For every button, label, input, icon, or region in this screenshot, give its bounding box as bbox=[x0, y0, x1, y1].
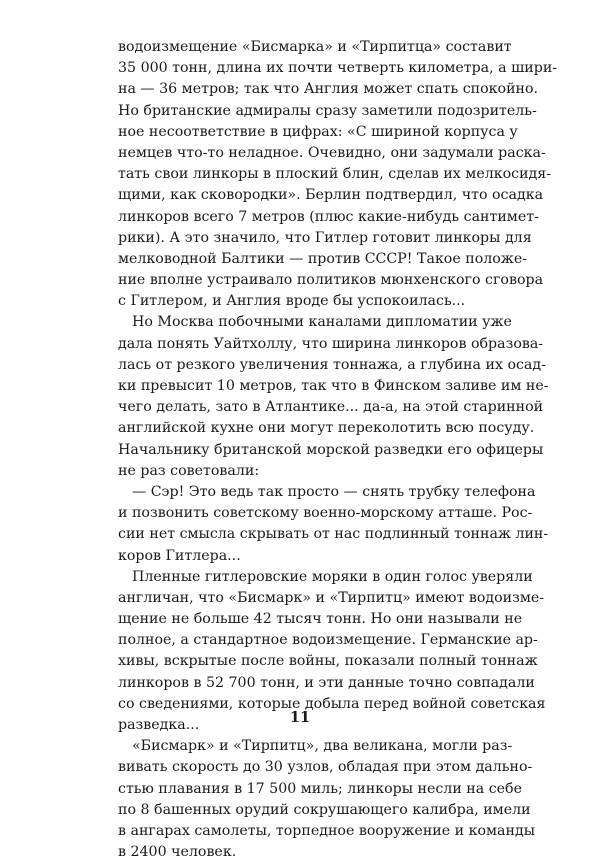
text-line: чего делать, зато в Атлантике... да-а, на этой старинной bbox=[118, 399, 544, 416]
page-number: 11 bbox=[289, 709, 311, 726]
text-line: хивы, вскрытые после войны, показали полный тоннаж bbox=[118, 653, 538, 670]
text-line: ки превысит 10 метров, так что в Финском заливе им не- bbox=[118, 378, 549, 394]
paragraph-3 bbox=[118, 482, 549, 567]
text-line: Но британские адмиралы сразу заметили подозритель- bbox=[118, 102, 537, 119]
paragraph-1 bbox=[118, 37, 558, 312]
text-line: ние вполне устраивало политиков мюнхенского сговора bbox=[118, 272, 544, 289]
text-line: водоизмещение «Бисмарка» и «Тирпитца» составит bbox=[118, 39, 512, 55]
text-line: с Гитлером, и Англия вроде бы успокоилась... bbox=[118, 293, 466, 310]
text-line: на — 36 метров; так что Англия может спать спокойно. bbox=[118, 81, 539, 98]
text-line: коров Гитлера... bbox=[118, 547, 241, 564]
body-text bbox=[118, 37, 558, 863]
text-line: мелководной Балтики — против СССР! Такое положе- bbox=[118, 250, 528, 267]
text-line: Пленные гитлеровские моряки в один голос уверяли bbox=[132, 568, 533, 585]
text-line: щение не больше 42 тысяч тонн. Но они называли не bbox=[118, 611, 523, 628]
text-line: Но Москва побочными каналами дипломатии уже bbox=[132, 314, 512, 331]
paragraph-5 bbox=[118, 736, 535, 863]
text-line: линкоров в 52 700 тонн, и эти данные точно совпадали bbox=[118, 674, 535, 691]
text-line: лась от резкого увеличения тоннажа, а глубина их осад- bbox=[118, 356, 546, 373]
text-line: не раз советовали: bbox=[118, 462, 260, 479]
text-line: линкоров всего 7 метров (плюс какие-нибудь сантимет- bbox=[118, 208, 539, 225]
text-line: вивать скорость до 30 узлов, обладая при этом дально- bbox=[118, 759, 533, 776]
text-line: англичан, что «Бисмарк» и «Тирпитц» имеют водоизме- bbox=[118, 589, 545, 606]
text-line: ное несоответствие в цифрах: «С шириной корпуса у bbox=[118, 123, 518, 140]
text-line: щими, как сковородки». Берлин подтвердил, что осадка bbox=[118, 187, 544, 204]
text-line: разведка... bbox=[118, 717, 200, 733]
text-line: и позвонить советскому военно-морскому атташе. Рос- bbox=[118, 505, 533, 522]
text-line: — Сэр! Это ведь так просто — снять трубку телефона bbox=[132, 483, 536, 500]
text-line: в ангарах самолеты, торпедное вооружение и команды bbox=[118, 822, 535, 839]
text-line: «Бисмарк» и «Тирпитц», два великана, могли раз- bbox=[132, 738, 513, 755]
text-line: тать свои линкоры в плоский блин, сделав их мелкосидя- bbox=[118, 166, 552, 183]
paragraph-2 bbox=[118, 312, 549, 482]
text-line: со сведениями, которые добыла перед войной советская bbox=[118, 695, 546, 712]
text-line: 35 000 тонн, длина их почти четверть километра, а шири- bbox=[118, 60, 558, 77]
text-line: полное, а стандартное водоизмещение. Германские ар- bbox=[118, 632, 538, 649]
text-line: сии нет смысла скрывать от нас подлинный тоннаж лин- bbox=[118, 526, 549, 543]
text-line: в 2400 человек. bbox=[118, 844, 237, 861]
text-line: стью плавания в 17 500 миль; линкоры несли на себе bbox=[118, 780, 522, 797]
text-line: немцев что-то неладное. Очевидно, они задумали раска- bbox=[118, 144, 546, 161]
text-line: Начальнику британской морской разведки его офицеры bbox=[118, 441, 544, 458]
text-line: по 8 башенных орудий сокрушающего калибра, имели bbox=[118, 801, 531, 818]
text-line: дала понять Уайтхоллу, что ширина линкоров образова- bbox=[118, 335, 544, 352]
text-line: рики). А это значило, что Гитлер готовит линкоры для bbox=[118, 229, 532, 246]
text-line: английской кухне они могут переколотить всю посуду. bbox=[118, 420, 535, 437]
